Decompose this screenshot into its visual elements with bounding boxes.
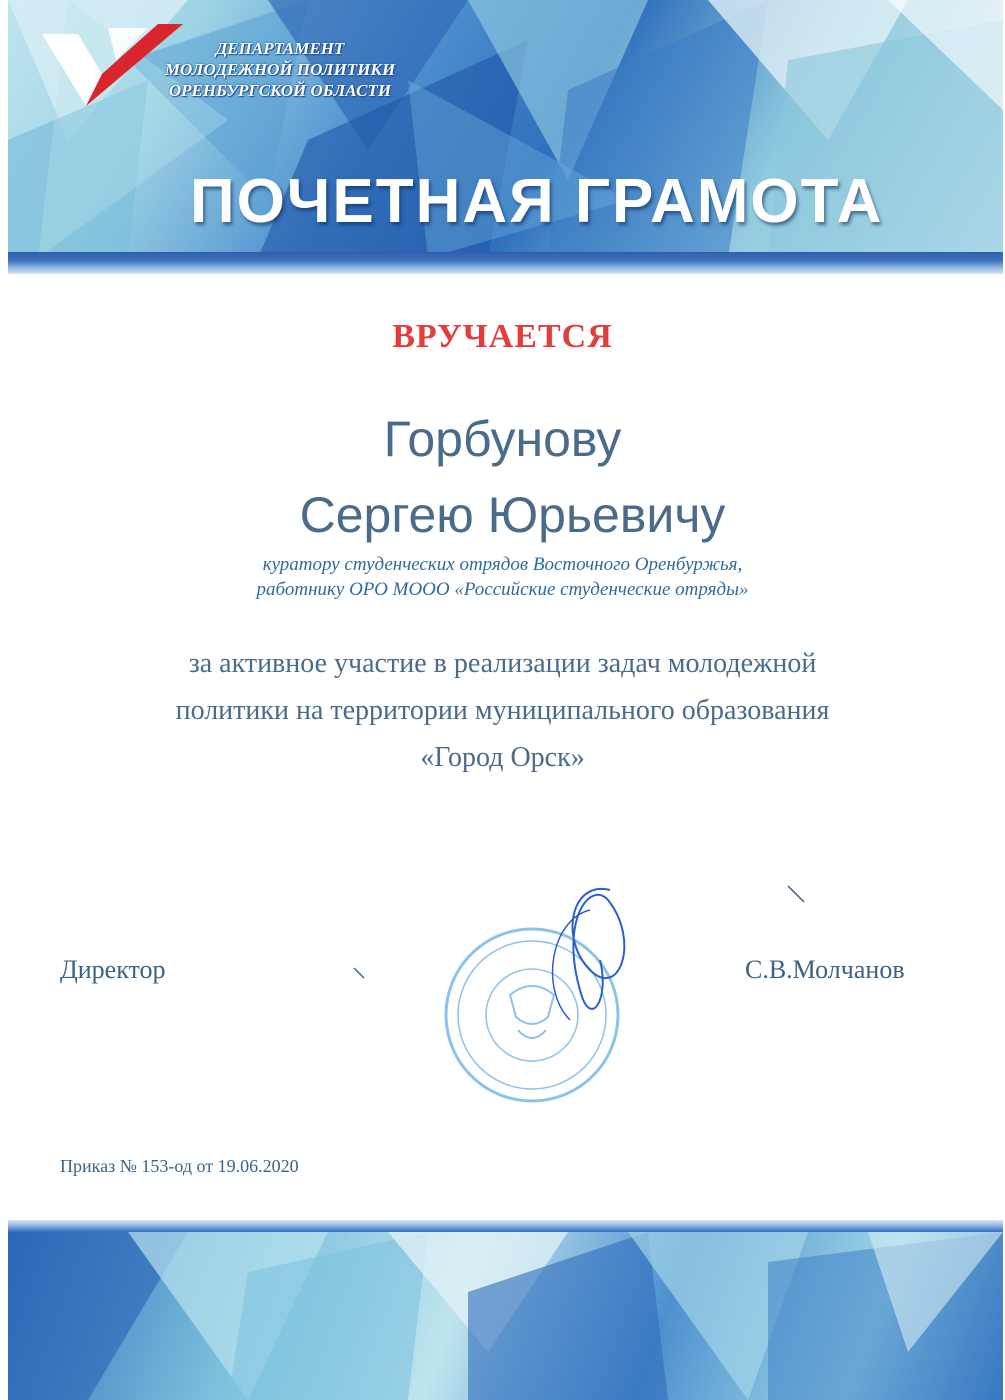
department-name — [140, 38, 420, 101]
signatory-role: Директор — [60, 955, 166, 984]
reason-line: за активное участие в реализации задач молодежной — [188, 648, 817, 679]
department-line: МОЛОДЕЖНОЙ ПОЛИТИКИ — [164, 60, 396, 79]
recipient-given-names: Сергею Юрьевичу — [299, 487, 726, 543]
position-line: куратору студенческих отрядов Восточного Оренбуржья, — [262, 554, 743, 575]
signatory-name: С.В.Молчанов — [745, 955, 905, 984]
geometric-pattern — [8, 1232, 1003, 1400]
reason-line: политики на территории муниципального образования — [175, 695, 830, 726]
header-stripe — [8, 252, 1003, 274]
pen-mark — [786, 884, 806, 904]
pen-mark — [352, 966, 366, 980]
department-line: ОРЕНБУРГСКОЙ ОБЛАСТИ — [168, 81, 392, 100]
order-reference: Приказ № 153-од от 19.06.2020 — [60, 1156, 299, 1176]
recipient-position — [0, 552, 1005, 602]
department-line: ДЕПАРТАМЕНТ — [215, 39, 345, 58]
recipient-surname: Горбунову — [383, 411, 622, 467]
footer-banner — [8, 1232, 1003, 1400]
awarded-heading: ВРУЧАЕТСЯ — [392, 318, 613, 355]
award-reason — [0, 640, 1005, 781]
certificate-title: ПОЧЕТНАЯ ГРАМОТА — [190, 167, 884, 236]
reason-line: «Город Орск» — [420, 742, 585, 773]
position-line: работнику ОРО МООО «Российские студенческие отряды» — [256, 579, 749, 600]
official-stamp — [440, 880, 640, 1110]
